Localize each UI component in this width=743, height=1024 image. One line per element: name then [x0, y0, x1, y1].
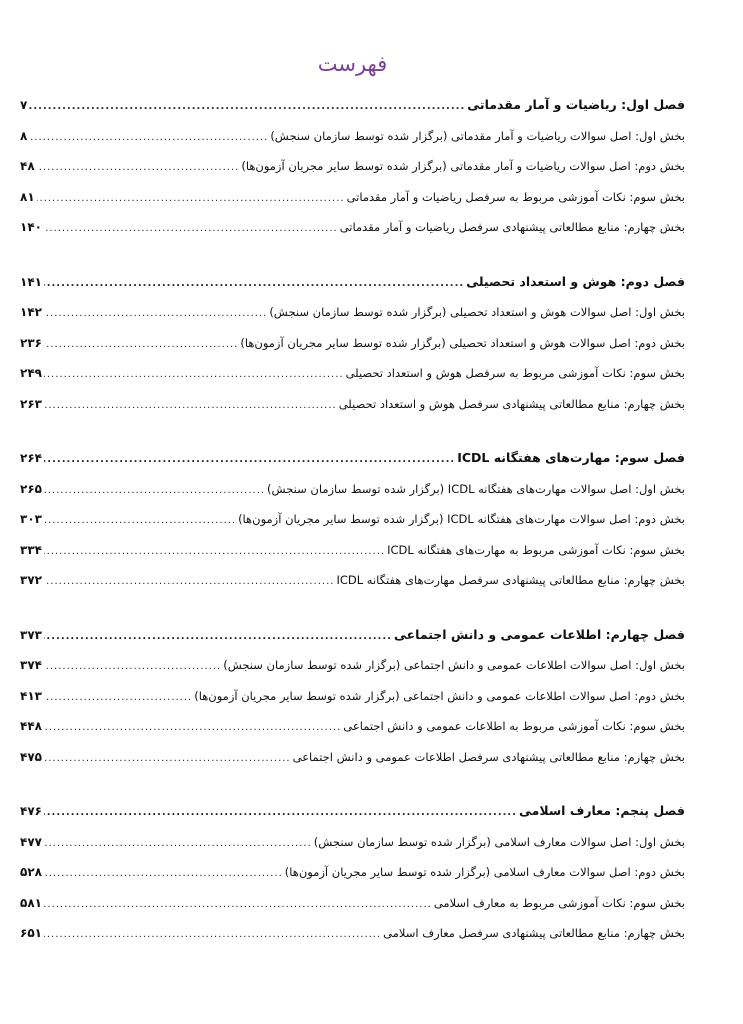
dot-leader	[44, 476, 265, 507]
section-entry-title: بخش دوم: اصل سوالات اطلاعات عمومی و دانش اجتماعی (برگزار شده توسط سایر مجریان آزمون‌ها)	[194, 688, 685, 703]
section-entry-title: بخش دوم: اصل سوالات مهارت‌های هفتگانه ICDL (برگزار شده توسط سایر مجریان آزمون‌ها)	[238, 512, 685, 526]
section-entry[interactable]	[20, 504, 685, 535]
section-entry[interactable]	[20, 742, 685, 773]
section-entry[interactable]	[20, 827, 685, 858]
chapter-entry-title: فصل سوم: مهارت‌های هفتگانه ICDL	[457, 450, 685, 465]
section-entry-title: بخش سوم: نکات آموزشی مربوط به معارف اسلامی	[433, 895, 685, 910]
page-number: ۱۴۲	[20, 305, 42, 319]
page-number: ۸۱	[20, 189, 35, 204]
section-entry-title: بخش اول: اصل سوالات ریاضیات و آمار مقدماتی (برگزار شده توسط سازمان سنجش)	[270, 128, 685, 143]
page-number: ۳۰۳	[20, 512, 42, 526]
page-number: ۳۷۲	[20, 573, 42, 587]
dot-leader	[44, 360, 344, 391]
chapter-entry-title: فصل اول: ریاضیات و آمار مقدماتی	[467, 97, 685, 112]
dot-leader	[44, 744, 291, 775]
chapter-entry[interactable]	[20, 443, 685, 474]
chapter-block	[20, 90, 685, 243]
section-entry[interactable]	[20, 711, 685, 742]
page-number: ۸	[20, 128, 28, 143]
chapter-entry[interactable]	[20, 620, 685, 651]
section-entry-title: بخش اول: اصل سوالات معارف اسلامی (برگزار شده توسط سازمان سنجش)	[313, 834, 685, 849]
dot-leader	[44, 269, 464, 300]
dot-leader	[44, 506, 236, 537]
dot-leader	[44, 537, 385, 568]
page-number: ۵۸۱	[20, 895, 42, 910]
section-entry-title: بخش سوم: نکات آموزشی مربوط به مهارت‌های هفتگانه ICDL	[387, 542, 685, 557]
page-number: ۲۶۵	[20, 481, 42, 496]
dot-leader	[44, 683, 192, 714]
page-number: ۲۶۴	[20, 451, 42, 465]
page-number: ۴۷۶	[20, 804, 42, 818]
section-entry-title: بخش چهارم: منابع مطالعاتی پیشنهادی سرفصل معارف اسلامی	[383, 926, 685, 940]
page-number: ۲۶۳	[20, 396, 42, 411]
section-entry[interactable]	[20, 857, 685, 888]
dot-leader	[44, 299, 267, 330]
page-number: ۵۲۸	[20, 865, 42, 879]
section-entry[interactable]	[20, 888, 685, 919]
toc-list	[20, 90, 685, 949]
section-entry[interactable]	[20, 358, 685, 389]
section-entry-title: بخش چهارم: منابع مطالعاتی پیشنهادی سرفصل اطلاعات عمومی و دانش اجتماعی	[292, 749, 685, 764]
section-entry[interactable]	[20, 121, 685, 152]
page-number: ۳۷۳	[20, 627, 42, 642]
section-entry-title: بخش دوم: اصل سوالات ریاضیات و آمار مقدماتی (برگزار شده توسط سایر مجریان آزمون‌ها)	[241, 159, 685, 173]
section-entry[interactable]	[20, 212, 685, 243]
dot-leader	[44, 567, 334, 598]
page-title: فهرست	[317, 52, 388, 76]
section-entry-title: بخش سوم: نکات آموزشی مربوط به سرفصل هوش و استعداد تحصیلی	[345, 366, 685, 380]
section-entry-title: بخش چهارم: منابع مطالعاتی پیشنهادی سرفصل هوش و استعداد تحصیلی	[338, 396, 685, 411]
dot-leader	[44, 391, 337, 422]
dot-leader	[29, 92, 465, 123]
section-entry[interactable]	[20, 650, 685, 681]
page-number: ۴۱۳	[20, 688, 42, 703]
page-number: ۴۷۵	[20, 749, 42, 764]
page-number: ۱۴۱	[20, 274, 42, 289]
chapter-entry-title: فصل دوم: هوش و استعداد تحصیلی	[466, 273, 685, 289]
section-entry-title: بخش چهارم: منابع مطالعاتی پیشنهادی سرفصل مهارت‌های هفتگانه ICDL	[336, 573, 685, 587]
section-entry-title: بخش چهارم: منابع مطالعاتی پیشنهادی سرفصل ریاضیات و آمار مقدماتی	[339, 220, 685, 234]
section-entry-title: بخش اول: اصل سوالات اطلاعات عمومی و دانش اجتماعی (برگزار شده توسط سازمان سنجش)	[223, 658, 685, 672]
section-entry-title: بخش سوم: نکات آموزشی مربوط به اطلاعات عمومی و دانش اجتماعی	[343, 719, 685, 733]
section-entry[interactable]	[20, 918, 685, 949]
page-number: ۲۳۶	[20, 335, 42, 350]
chapter-block	[20, 620, 685, 773]
page-number: ۳۳۴	[20, 542, 42, 557]
dot-leader	[44, 920, 381, 951]
dot-leader	[37, 184, 345, 215]
page-number: ۴۴۸	[20, 719, 42, 733]
dot-leader	[44, 829, 312, 860]
dot-leader	[44, 652, 221, 683]
section-entry[interactable]	[20, 474, 685, 505]
page-number: ۶۵۱	[20, 926, 42, 940]
chapter-entry[interactable]	[20, 796, 685, 827]
chapter-entry[interactable]	[20, 90, 685, 121]
page-number: ۱۴۰	[20, 220, 42, 234]
dot-leader	[44, 622, 392, 653]
dot-leader	[44, 330, 238, 361]
page-number: ۲۴۹	[20, 366, 42, 380]
section-entry[interactable]	[20, 151, 685, 182]
page-number: ۴۸	[20, 159, 35, 173]
chapter-block	[20, 796, 685, 949]
dot-leader	[44, 890, 432, 921]
dot-leader	[44, 445, 455, 476]
chapter-block	[20, 443, 685, 596]
dot-leader	[29, 123, 268, 154]
section-entry[interactable]	[20, 535, 685, 566]
section-entry[interactable]	[20, 328, 685, 359]
chapter-block	[20, 267, 685, 420]
page-number: ۷	[20, 98, 28, 112]
page-number: ۴۷۷	[20, 834, 42, 849]
dot-leader	[44, 859, 283, 890]
chapter-entry-title: فصل چهارم: اطلاعات عمومی و دانش اجتماعی	[393, 626, 685, 642]
section-entry-title: بخش سوم: نکات آموزشی مربوط به سرفصل ریاضیات و آمار مقدماتی	[346, 189, 685, 204]
section-entry[interactable]	[20, 565, 685, 596]
section-entry-title: بخش دوم: اصل سوالات معارف اسلامی (برگزار شده توسط سایر مجریان آزمون‌ها)	[284, 865, 685, 879]
table-of-contents	[20, 50, 685, 1024]
section-entry[interactable]	[20, 681, 685, 712]
dot-leader	[44, 713, 341, 744]
section-entry-title: بخش اول: اصل سوالات مهارت‌های هفتگانه ICDL (برگزار شده توسط سازمان سنجش)	[267, 481, 685, 496]
section-entry[interactable]	[20, 389, 685, 420]
section-entry-title: بخش دوم: اصل سوالات هوش و استعداد تحصیلی (برگزار شده توسط سایر مجریان آزمون‌ها)	[240, 335, 685, 350]
section-entry-title: بخش اول: اصل سوالات هوش و استعداد تحصیلی (برگزار شده توسط سازمان سنجش)	[269, 305, 685, 319]
page-number: ۳۷۴	[20, 658, 42, 672]
section-entry[interactable]	[20, 182, 685, 213]
chapter-entry[interactable]	[20, 267, 685, 298]
dot-leader	[37, 153, 240, 184]
chapter-entry-title: فصل پنجم: معارف اسلامی	[519, 803, 685, 818]
dot-leader	[44, 798, 517, 829]
dot-leader	[44, 214, 338, 245]
section-entry[interactable]	[20, 297, 685, 328]
